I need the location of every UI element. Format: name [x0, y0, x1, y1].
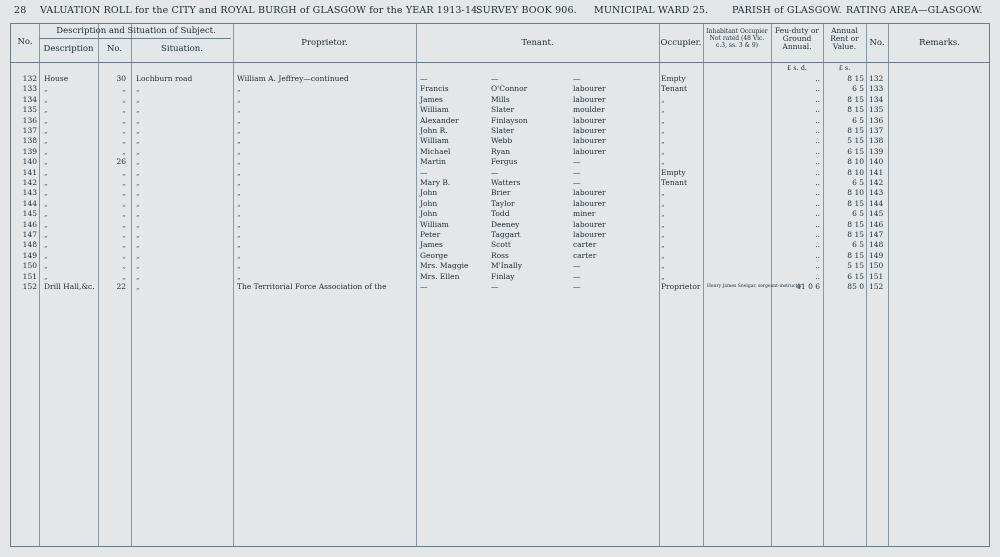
row-situation: Lochburn road: [136, 74, 193, 83]
row-tenant-occupation: —: [573, 282, 581, 291]
row-tenant-surname: Slater: [491, 126, 515, 135]
row-no-right: 141: [869, 167, 884, 177]
row-proprietor: „: [237, 261, 241, 271]
row-tenant-occupation: labourer: [573, 136, 606, 146]
row-occupier: „: [661, 188, 665, 198]
row-number: 30: [116, 74, 126, 83]
row-no-right: 136: [869, 115, 884, 125]
row-number: „: [122, 271, 126, 281]
row-occupier: „: [661, 115, 665, 125]
row-number: „: [122, 146, 126, 156]
row-no: 133: [22, 84, 37, 94]
row-tenant-occupation: labourer: [573, 126, 606, 135]
col-description: Description: [43, 44, 94, 54]
row-feu-duty: 41 0 6: [796, 282, 820, 291]
row-description: „: [44, 84, 48, 94]
col-feu: Feu-duty or Ground Annual.: [775, 26, 819, 51]
table-row: [11, 84, 991, 93]
row-situation: „: [136, 240, 140, 250]
row-tenant-surname: O'Connor: [491, 84, 528, 94]
row-tenant-occupation: —: [573, 271, 581, 281]
row-feu-duty: ..: [815, 157, 820, 167]
row-number: „: [122, 136, 126, 146]
table-row: [11, 209, 991, 218]
row-occupier: „: [661, 230, 665, 239]
row-tenant-first: —: [420, 167, 428, 177]
table-row: [11, 178, 991, 187]
row-no-right: 139: [869, 146, 884, 156]
col-inhabitant: Inhabitant Occupier Not rated (48 Vic. c.3, ss. 3 & 9): [706, 28, 768, 49]
row-annual-rent: 6 5: [852, 209, 864, 219]
row-feu-duty: ..: [815, 105, 820, 115]
row-no: 134: [22, 94, 37, 104]
row-feu-duty: ..: [815, 261, 820, 271]
row-situation: „: [136, 157, 140, 167]
row-description: „: [44, 136, 48, 146]
row-situation: „: [136, 282, 140, 291]
table-row: [11, 230, 991, 239]
row-feu-duty: ..: [815, 146, 820, 156]
row-tenant-first: James: [420, 94, 443, 104]
row-occupier: „: [661, 219, 665, 229]
col-no: No.: [17, 37, 33, 47]
row-number: „: [122, 219, 126, 229]
row-situation: „: [136, 167, 140, 177]
col-occupier: Occupier.: [660, 38, 702, 48]
row-tenant-first: —: [420, 282, 428, 291]
row-annual-rent: 85 0: [847, 282, 864, 291]
row-occupier: „: [661, 240, 665, 250]
row-tenant-occupation: labourer: [573, 84, 606, 94]
row-tenant-occupation: —: [573, 74, 581, 83]
row-feu-duty: ..: [815, 74, 820, 83]
row-feu-duty: ..: [815, 126, 820, 135]
row-number: „: [122, 198, 126, 208]
row-annual-rent: 8 10: [847, 157, 864, 167]
table-row: [11, 157, 991, 166]
row-proprietor: „: [237, 209, 241, 219]
row-description: „: [44, 178, 48, 187]
row-tenant-occupation: labourer: [573, 198, 606, 208]
row-number: „: [122, 178, 126, 187]
row-proprietor: „: [237, 240, 241, 250]
row-proprietor: „: [237, 94, 241, 104]
row-occupier: „: [661, 157, 665, 167]
row-occupier: Proprietor: [661, 282, 701, 291]
row-no: 142: [22, 178, 37, 187]
table-row: [11, 136, 991, 145]
row-situation: „: [136, 271, 140, 281]
row-situation: „: [136, 261, 140, 271]
row-tenant-first: James: [420, 240, 443, 250]
row-annual-rent: 8 15: [847, 219, 864, 229]
row-number: „: [122, 188, 126, 198]
row-proprietor: „: [237, 115, 241, 125]
row-proprietor: „: [237, 105, 241, 115]
row-description: „: [44, 105, 48, 115]
row-situation: „: [136, 209, 140, 219]
row-no-right: 150: [869, 261, 884, 271]
row-no: 144: [22, 198, 37, 208]
row-no-right: 143: [869, 188, 884, 198]
row-tenant-surname: Mills: [491, 94, 510, 104]
row-proprietor: William A. Jeffrey—continued: [237, 74, 349, 83]
row-tenant-first: Mrs. Maggie: [420, 261, 469, 271]
row-description: „: [44, 230, 48, 239]
row-description: „: [44, 126, 48, 135]
row-occupier: „: [661, 136, 665, 146]
row-no-right: 138: [869, 136, 884, 146]
row-tenant-surname: Scott: [491, 240, 511, 250]
table-row: [11, 240, 991, 249]
row-occupier: „: [661, 261, 665, 271]
row-description: House: [44, 74, 69, 83]
table-row: [11, 272, 991, 281]
survey-book: SURVEY BOOK 906.: [476, 5, 577, 16]
row-tenant-first: Michael: [420, 146, 451, 156]
row-annual-rent: 6 15: [847, 271, 864, 281]
row-feu-duty: ..: [815, 198, 820, 208]
row-occupier: „: [661, 94, 665, 104]
row-tenant-occupation: —: [573, 157, 581, 167]
row-proprietor: „: [237, 230, 241, 239]
row-no-right: 144: [869, 198, 884, 208]
row-annual-rent: 6 5: [852, 240, 864, 250]
table-row: [11, 261, 991, 270]
row-no: 140: [22, 157, 37, 167]
row-feu-duty: ..: [815, 209, 820, 219]
row-proprietor: „: [237, 126, 241, 135]
lsd-feu: £ s. d.: [787, 64, 807, 72]
row-no: 143: [22, 188, 37, 198]
row-occupier: „: [661, 271, 665, 281]
row-tenant-first: Francis: [420, 84, 449, 94]
row-tenant-occupation: carter: [573, 240, 597, 250]
roll-table: [10, 23, 990, 547]
roll-title: VALUATION ROLL for the CITY and ROYAL BURGH of GLASGOW for the YEAR 1913-14.: [40, 5, 481, 16]
row-proprietor: „: [237, 146, 241, 156]
row-no: 141: [22, 167, 37, 177]
row-description: „: [44, 219, 48, 229]
row-tenant-surname: Ross: [491, 250, 509, 260]
row-no-right: 133: [869, 84, 884, 94]
row-number: 26: [116, 157, 126, 167]
row-occupier: „: [661, 250, 665, 260]
row-description: „: [44, 94, 48, 104]
row-no: 139: [22, 146, 37, 156]
table-row: [11, 105, 991, 114]
row-occupier: Empty: [661, 74, 686, 83]
col-number: No.: [106, 44, 123, 54]
row-proprietor: „: [237, 167, 241, 177]
row-description: „: [44, 157, 48, 167]
row-no-right: 151: [869, 271, 884, 281]
row-no-right: 134: [869, 94, 884, 104]
row-occupier: „: [661, 105, 665, 115]
row-no: 145: [22, 209, 37, 219]
row-no-right: 146: [869, 219, 884, 229]
row-number: 22: [116, 282, 126, 291]
row-feu-duty: ..: [815, 84, 820, 94]
table-row: [11, 282, 991, 291]
row-tenant-occupation: moulder: [573, 105, 605, 115]
table-row: [11, 95, 991, 104]
row-no: 151: [22, 271, 37, 281]
row-number: „: [122, 209, 126, 219]
row-annual-rent: 6 5: [852, 84, 864, 94]
row-description: „: [44, 188, 48, 198]
row-no-right: 140: [869, 157, 884, 167]
row-proprietor: „: [237, 188, 241, 198]
row-description: „: [44, 240, 48, 250]
row-feu-duty: ..: [815, 167, 820, 177]
row-no: 137: [22, 126, 37, 135]
row-proprietor: „: [237, 250, 241, 260]
row-tenant-occupation: —: [573, 167, 581, 177]
row-occupier: Empty: [661, 167, 686, 177]
row-situation: „: [136, 115, 140, 125]
row-description: „: [44, 167, 48, 177]
row-tenant-surname: —: [491, 282, 499, 291]
parish: PARISH of GLASGOW.: [732, 5, 842, 16]
row-proprietor: „: [237, 136, 241, 146]
row-occupier: Tenant: [661, 84, 688, 94]
row-no-right: 145: [869, 209, 884, 219]
row-situation: „: [136, 250, 140, 260]
row-proprietor: „: [237, 178, 241, 187]
row-no: 148: [22, 240, 37, 250]
row-tenant-first: Martin: [420, 157, 446, 167]
row-no-right: 142: [869, 178, 884, 187]
row-description: „: [44, 261, 48, 271]
col-tenant: Tenant.: [521, 38, 554, 48]
row-number: „: [122, 84, 126, 94]
row-feu-duty: ..: [815, 178, 820, 187]
table-row: [11, 168, 991, 177]
row-no-right: 152: [869, 282, 884, 291]
row-no-right: 149: [869, 250, 884, 260]
row-no: 138: [22, 136, 37, 146]
row-situation: „: [136, 126, 140, 135]
row-tenant-first: Peter: [420, 230, 441, 239]
row-no: 132: [22, 74, 37, 83]
row-tenant-occupation: labourer: [573, 146, 606, 156]
row-occupier: Tenant: [661, 178, 688, 187]
row-tenant-occupation: labourer: [573, 188, 606, 198]
row-no: 146: [22, 219, 37, 229]
row-number: „: [122, 105, 126, 115]
row-tenant-surname: M'Inally: [491, 261, 523, 271]
row-tenant-surname: Fergus: [491, 157, 518, 167]
row-tenant-surname: Taylor: [491, 198, 515, 208]
row-number: „: [122, 94, 126, 104]
row-situation: „: [136, 84, 140, 94]
row-tenant-first: John R.: [420, 126, 448, 135]
row-feu-duty: ..: [815, 94, 820, 104]
row-annual-rent: 6 15: [847, 146, 864, 156]
row-description: „: [44, 146, 48, 156]
row-description: „: [44, 115, 48, 125]
row-situation: „: [136, 178, 140, 187]
row-feu-duty: ..: [815, 250, 820, 260]
col-proprietor: Proprietor.: [301, 38, 348, 48]
rating-area: RATING AREA—GLASGOW.: [846, 5, 983, 16]
row-description: „: [44, 250, 48, 260]
page-number: 28: [14, 5, 27, 16]
page-heading: [0, 5, 1000, 21]
row-tenant-first: Mary B.: [420, 178, 451, 187]
table-row: [11, 126, 991, 135]
row-tenant-surname: Watters: [491, 178, 521, 187]
row-proprietor: „: [237, 271, 241, 281]
ward: MUNICIPAL WARD 25.: [594, 5, 709, 16]
row-no: 149: [22, 250, 37, 260]
row-tenant-occupation: —: [573, 178, 581, 187]
row-no: 135: [22, 105, 37, 115]
row-proprietor: „: [237, 84, 241, 94]
row-number: „: [122, 230, 126, 239]
table-row: [11, 188, 991, 197]
row-tenant-first: William: [420, 105, 449, 115]
row-annual-rent: 8 15: [847, 74, 864, 83]
row-inhabitant: Henry James Snelgar, sergeant-instructor: [707, 284, 803, 289]
row-tenant-first: Mrs. Ellen: [420, 271, 460, 281]
row-situation: „: [136, 198, 140, 208]
row-no-right: 148: [869, 240, 884, 250]
row-number: „: [122, 115, 126, 125]
row-tenant-first: William: [420, 219, 449, 229]
row-tenant-surname: Todd: [491, 209, 510, 219]
row-tenant-surname: Finlayson: [491, 115, 528, 125]
row-occupier: „: [661, 198, 665, 208]
row-situation: „: [136, 105, 140, 115]
table-row: [11, 116, 991, 125]
row-situation: „: [136, 136, 140, 146]
row-no-right: 132: [869, 74, 884, 83]
row-annual-rent: 8 15: [847, 198, 864, 208]
row-annual-rent: 8 10: [847, 188, 864, 198]
row-tenant-occupation: labourer: [573, 219, 606, 229]
table-row: [11, 251, 991, 260]
row-tenant-occupation: miner: [573, 209, 596, 219]
row-description: „: [44, 209, 48, 219]
row-tenant-occupation: labourer: [573, 230, 606, 239]
row-feu-duty: ..: [815, 188, 820, 198]
row-tenant-occupation: labourer: [573, 115, 606, 125]
row-proprietor: „: [237, 219, 241, 229]
row-tenant-surname: —: [491, 74, 499, 83]
row-annual-rent: 8 15: [847, 250, 864, 260]
row-proprietor: „: [237, 198, 241, 208]
col-desc-group: Description and Situation of Subject.: [56, 26, 216, 36]
row-tenant-first: John: [420, 198, 438, 208]
row-situation: „: [136, 219, 140, 229]
row-proprietor: The Territorial Force Association of the: [237, 282, 387, 291]
table-row: [11, 199, 991, 208]
row-tenant-surname: Ryan: [491, 146, 511, 156]
row-tenant-first: William: [420, 136, 449, 146]
row-tenant-surname: Finlay: [491, 271, 515, 281]
col-rent: Annual Rent or Value.: [830, 26, 859, 51]
row-no: 152: [22, 282, 37, 291]
row-situation: „: [136, 94, 140, 104]
row-feu-duty: ..: [815, 136, 820, 146]
row-no: 147: [22, 230, 37, 239]
row-annual-rent: 8 15: [847, 126, 864, 135]
row-tenant-first: John: [420, 188, 438, 198]
row-proprietor: „: [237, 157, 241, 167]
row-tenant-first: —: [420, 74, 428, 83]
row-tenant-first: Alexander: [420, 115, 459, 125]
row-feu-duty: ..: [815, 240, 820, 250]
row-occupier: „: [661, 126, 665, 135]
row-tenant-occupation: —: [573, 261, 581, 271]
table-row: [11, 147, 991, 156]
row-tenant-surname: Webb: [491, 136, 513, 146]
row-annual-rent: 8 15: [847, 94, 864, 104]
row-no-right: 135: [869, 105, 884, 115]
row-tenant-first: John: [420, 209, 438, 219]
row-situation: „: [136, 230, 140, 239]
row-annual-rent: 8 15: [847, 105, 864, 115]
row-tenant-surname: Brier: [491, 188, 511, 198]
row-occupier: „: [661, 209, 665, 219]
lsd-rent: £ s.: [838, 64, 851, 72]
table-row: [11, 220, 991, 229]
row-tenant-surname: Deeney: [491, 219, 520, 229]
row-no: 136: [22, 115, 37, 125]
row-tenant-surname: —: [491, 167, 499, 177]
row-number: „: [122, 126, 126, 135]
row-feu-duty: ..: [815, 115, 820, 125]
row-number: „: [122, 250, 126, 260]
row-annual-rent: 6 5: [852, 115, 864, 125]
row-annual-rent: 8 15: [847, 230, 864, 239]
row-no-right: 147: [869, 230, 884, 239]
row-tenant-surname: Taggart: [491, 230, 521, 239]
row-no-right: 137: [869, 126, 884, 135]
row-number: „: [122, 240, 126, 250]
row-situation: „: [136, 188, 140, 198]
row-tenant-surname: Slater: [491, 105, 515, 115]
row-feu-duty: ..: [815, 219, 820, 229]
table-row: [11, 74, 991, 83]
row-annual-rent: 6 5: [852, 178, 864, 187]
row-feu-duty: ..: [815, 271, 820, 281]
row-tenant-occupation: labourer: [573, 94, 606, 104]
row-tenant-first: George: [420, 250, 448, 260]
row-number: „: [122, 167, 126, 177]
col-situation: Situation.: [161, 44, 203, 54]
row-situation: „: [136, 146, 140, 156]
row-annual-rent: 5 15: [847, 136, 864, 146]
row-description: Drill Hall,&c.: [44, 282, 95, 291]
row-no: 150: [22, 261, 37, 271]
row-feu-duty: ..: [815, 230, 820, 239]
row-annual-rent: 8 10: [847, 167, 864, 177]
col-no-right: No.: [869, 38, 885, 48]
row-tenant-occupation: carter: [573, 250, 597, 260]
row-annual-rent: 5 15: [847, 261, 864, 271]
row-description: „: [44, 271, 48, 281]
col-remarks: Remarks.: [919, 38, 960, 48]
row-number: „: [122, 261, 126, 271]
row-occupier: „: [661, 146, 665, 156]
row-description: „: [44, 198, 48, 208]
